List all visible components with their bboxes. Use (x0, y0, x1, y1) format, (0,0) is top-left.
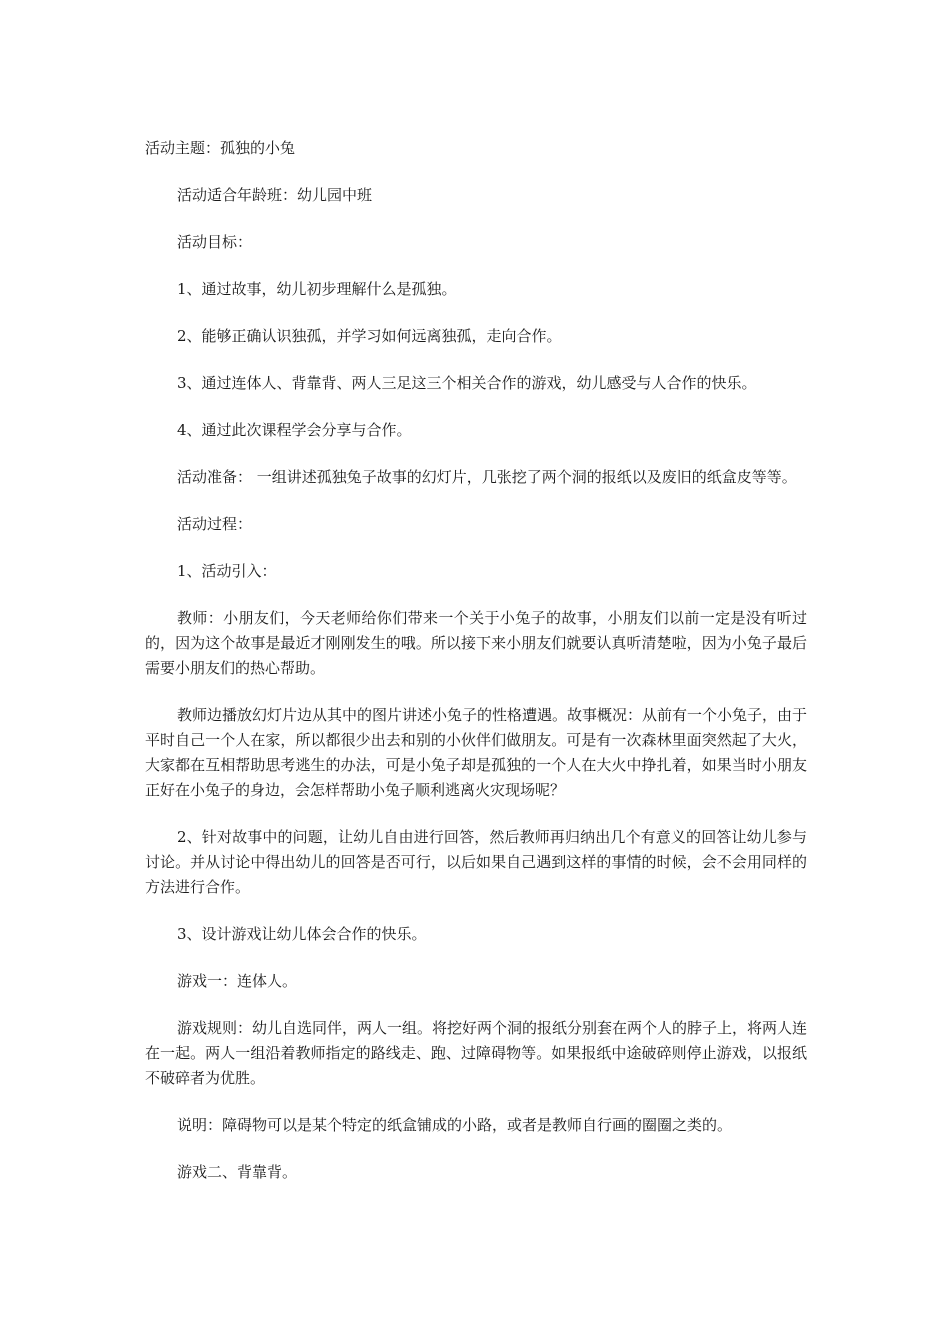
process-heading: 活动过程： (177, 515, 253, 533)
step-3-games: 3、设计游戏让幼儿体会合作的快乐。 (177, 925, 427, 943)
objective-4: 4、通过此次课程学会分享与合作。 (177, 421, 412, 439)
preparation: 活动准备： 一组讲述孤独兔子故事的幻灯片，几张挖了两个洞的报纸以及废旧的纸盒皮等等。 (177, 468, 797, 486)
step-1-heading: 1、活动引入： (177, 562, 277, 580)
document-body (145, 136, 807, 1207)
step-2-discussion: 2、针对故事中的问题，让幼儿自由进行回答，然后教师再归纳出几个有意义的回答让幼儿参与讨论。并从讨论中得出幼儿的回答是否可行，以后如果自己遇到这样的事情的时候，会不会用同样的方法进行合作。 (145, 828, 807, 896)
objective-3: 3、通过连体人、背靠背、两人三足这三个相关合作的游戏，幼儿感受与人合作的快乐。 (177, 374, 757, 392)
game-1-title: 游戏一：连体人。 (177, 972, 298, 990)
teacher-intro: 教师：小朋友们，今天老师给你们带来一个关于小兔子的故事，小朋友们以前一定是没有听过的，因为这个故事是最近才刚刚发生的哦。所以接下来小朋友们就要认真听清楚啦，因为小兔子最后需要小朋友们的热心帮助。 (145, 609, 807, 677)
objectives-heading: 活动目标： (177, 233, 253, 251)
story-summary: 教师边播放幻灯片边从其中的图片讲述小兔子的性格遭遇。故事概况：从前有一个小兔子，由于平时自己一个人在家，所以都很少出去和别的小伙伴们做朋友。可是有一次森林里面突然起了大火，大家都在互相帮助思考逃生的办法，可是小兔子却是孤独的一个人在大火中挣扎着，如果当时小朋友正好在小兔子的身边，会怎样帮助小兔子顺利逃离火灾现场呢？ (145, 706, 808, 799)
objective-2: 2、能够正确认识独孤，并学习如何远离独孤，走向合作。 (177, 327, 562, 345)
game-1-rules: 游戏规则：幼儿自选同伴，两人一组。将挖好两个洞的报纸分别套在两个人的脖子上，将两人连在一起。两人一组沿着教师指定的路线走、跑、过障碍物等。如果报纸中途破碎则停止游戏，以报纸不破碎者为优胜。 (145, 1019, 808, 1087)
objective-1: 1、通过故事，幼儿初步理解什么是孤独。 (177, 280, 457, 298)
activity-theme: 活动主题：孤独的小兔 (145, 139, 296, 157)
age-group: 活动适合年龄班：幼儿园中班 (177, 186, 373, 204)
game-2-title: 游戏二、背靠背。 (177, 1163, 298, 1181)
game-1-note: 说明：障碍物可以是某个特定的纸盒铺成的小路，或者是教师自行画的圈圈之类的。 (177, 1116, 733, 1134)
